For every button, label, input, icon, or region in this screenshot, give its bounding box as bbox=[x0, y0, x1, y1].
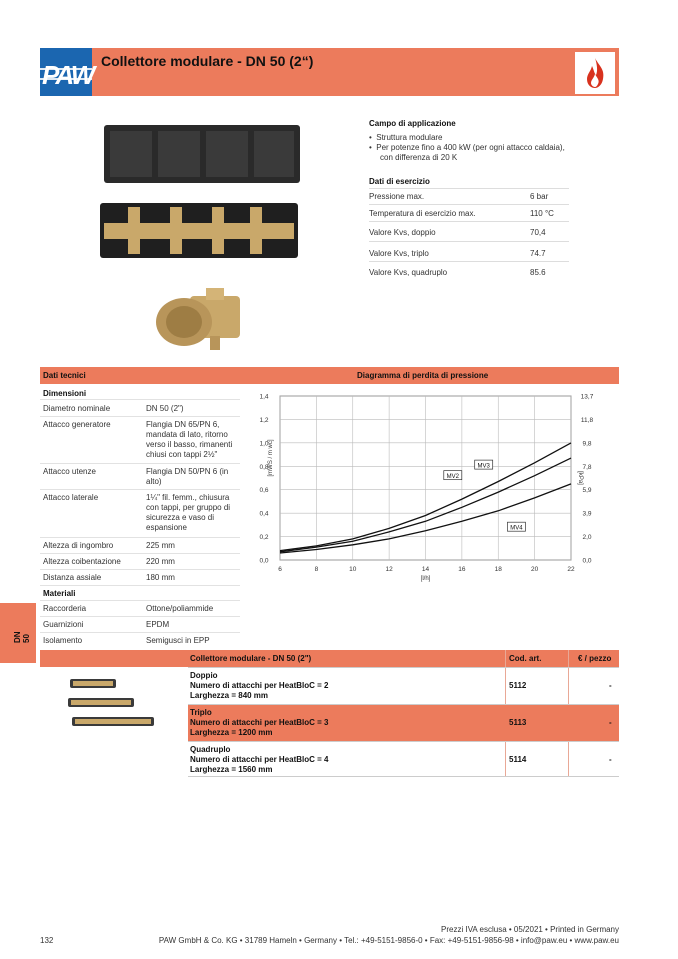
series-label-text: MV4 bbox=[510, 525, 523, 532]
x-tick-label: 10 bbox=[349, 566, 357, 573]
product-row-0: Doppio Numero di attacchi per HeatBloC = 2 Larghezza = 840 mm bbox=[190, 671, 329, 700]
tech-label-4: Altezza di ingombro bbox=[43, 541, 114, 550]
pressure-loss-chart bbox=[248, 388, 608, 588]
tech-label-5: Altezza coibentazione bbox=[43, 557, 121, 566]
operating-heading: Dati di esercizio bbox=[369, 177, 430, 186]
side-tab bbox=[0, 603, 36, 663]
thumb-double bbox=[70, 679, 116, 688]
op-value-1: 110 °C bbox=[530, 209, 554, 218]
y-tick-label-right: 0,0 bbox=[582, 557, 592, 565]
footer-line-2: PAW GmbH & Co. KG • 31789 Hameln • Germany • Tel.: +49-5151-9856-0 • Fax: +49-5151-9856-98 • info@paw.eu • www.paw.eu bbox=[158, 936, 619, 945]
page-number: 132 bbox=[40, 936, 54, 945]
mat-value-2: Semigusci in EPP bbox=[146, 636, 210, 645]
x-tick-label: 16 bbox=[458, 566, 466, 573]
mat-label-1: Guarnizioni bbox=[43, 620, 84, 629]
series-label-mv4 bbox=[507, 522, 525, 531]
side-connector-image bbox=[150, 288, 250, 350]
mat-label-2: Isolamento bbox=[43, 636, 83, 645]
op-label-2: Valore Kvs, doppio bbox=[369, 228, 436, 237]
tech-label-6: Distanza assiale bbox=[43, 573, 102, 582]
series-label-mv2 bbox=[444, 471, 462, 480]
mat-value-1: EPDM bbox=[146, 620, 170, 629]
dimensions-heading: Dimensioni bbox=[43, 389, 87, 398]
tech-band bbox=[40, 367, 619, 384]
y-tick-label-right: 9,8 bbox=[582, 440, 592, 448]
bullet-2: • Per potenze fino a 400 kW (per ogni attacco caldaia), bbox=[369, 143, 565, 152]
y-tick-label-left: 1,4 bbox=[259, 393, 269, 401]
thumb-triple bbox=[68, 698, 134, 707]
op-label-3: Valore Kvs, triplo bbox=[369, 249, 429, 258]
mat-label-0: Raccorderia bbox=[43, 604, 87, 613]
x-tick-label: 18 bbox=[494, 566, 502, 573]
y-tick-label-left: 0,8 bbox=[259, 463, 269, 471]
manifold-image bbox=[100, 203, 298, 258]
x-tick-label: 14 bbox=[421, 566, 430, 573]
tech-value-2: Flangia DN 50/PN 6 (in alto) bbox=[146, 467, 229, 486]
logo-text: PAW bbox=[42, 60, 94, 90]
footer-line-1: Prezzi IVA esclusa • 05/2021 • Printed in Germany bbox=[441, 925, 619, 934]
tech-value-6: 180 mm bbox=[146, 573, 175, 582]
x-axis-label: [l/h] bbox=[420, 576, 431, 582]
tech-label-1: Attacco generatore bbox=[43, 420, 111, 429]
side-tab-label: DN 50 bbox=[13, 631, 31, 643]
x-tick-label: 22 bbox=[567, 566, 575, 573]
series-label-text: MV3 bbox=[477, 463, 490, 470]
bullet-2-cont: con differenza di 20 K bbox=[380, 153, 458, 162]
y-tick-label-right: 7,8 bbox=[582, 463, 592, 471]
x-tick-label: 12 bbox=[385, 566, 393, 573]
op-value-4: 85.6 bbox=[530, 268, 546, 277]
product-price-1: - bbox=[609, 718, 612, 727]
product-header-name: Collettore modulare - DN 50 (2") bbox=[190, 654, 312, 663]
thumb-quadruple bbox=[72, 717, 154, 726]
product-code-2: 5114 bbox=[509, 755, 527, 764]
y-axis-label-left: [mWS / m wc] bbox=[268, 439, 274, 477]
page-title: Collettore modulare - DN 50 (2“) bbox=[101, 53, 314, 69]
chart-band-label: Diagramma di perdita di pressione bbox=[357, 371, 489, 380]
series-label-text: MV2 bbox=[446, 473, 459, 480]
y-tick-label-right: 11,8 bbox=[580, 416, 594, 424]
tech-label-2: Attacco utenze bbox=[43, 467, 96, 476]
bullet-1: • Struttura modulare bbox=[369, 133, 443, 142]
tech-value-1: Flangia DN 65/PN 6, mandata di lato, ritorno verso il basso, rimanenti chiusi con tappi 2½" bbox=[146, 420, 233, 459]
op-label-1: Temperatura di esercizio max. bbox=[369, 209, 476, 218]
y-tick-label-left: 0,2 bbox=[259, 534, 269, 542]
x-tick-label: 6 bbox=[278, 566, 282, 573]
application-heading: Campo di applicazione bbox=[369, 119, 456, 128]
op-value-3: 74.7 bbox=[530, 249, 546, 258]
tech-value-0: DN 50 (2") bbox=[146, 404, 184, 413]
y-tick-label-right: 5,9 bbox=[582, 487, 592, 495]
tech-label-0: Diametro nominale bbox=[43, 404, 111, 413]
tech-label-3: Attacco laterale bbox=[43, 493, 99, 502]
insulation-cover-image bbox=[104, 125, 300, 183]
tech-value-3: 1¼" fil. femm., chiusura con tappi, per gruppo di sicurezza e vaso di espansione bbox=[146, 493, 231, 532]
op-label-0: Pressione max. bbox=[369, 192, 425, 201]
y-tick-label-left: 0,6 bbox=[259, 487, 269, 495]
y-tick-label-right: 3,9 bbox=[582, 510, 592, 518]
paw-logo bbox=[40, 48, 92, 96]
op-value-2: 70,4 bbox=[530, 228, 546, 237]
product-row-2: Quadruplo Numero di attacchi per HeatBloC = 4 Larghezza = 1560 mm bbox=[190, 745, 329, 774]
product-price-0: - bbox=[609, 681, 612, 690]
y-tick-label-left: 1,0 bbox=[259, 440, 269, 448]
tech-value-5: 220 mm bbox=[146, 557, 175, 566]
materials-heading: Materiali bbox=[43, 589, 76, 598]
product-code-0: 5112 bbox=[509, 681, 527, 690]
mat-value-0: Ottone/poliammide bbox=[146, 604, 214, 613]
y-tick-label-left: 1,2 bbox=[259, 416, 269, 424]
series-label-mv3 bbox=[475, 460, 493, 469]
flame-icon bbox=[575, 52, 615, 94]
tech-value-4: 225 mm bbox=[146, 541, 175, 550]
x-tick-label: 20 bbox=[531, 566, 539, 573]
op-value-0: 6 bar bbox=[530, 192, 549, 201]
product-header-code: Cod. art. bbox=[509, 654, 542, 663]
y-tick-label-left: 0,0 bbox=[259, 557, 269, 565]
y-tick-label-left: 0,4 bbox=[259, 510, 269, 518]
x-tick-label: 8 bbox=[314, 566, 319, 573]
product-row-1: Triplo Numero di attacchi per HeatBloC = 3 Larghezza = 1200 mm bbox=[190, 708, 329, 737]
product-header-price: € / pezzo bbox=[578, 654, 612, 663]
y-tick-label-right: 2,0 bbox=[582, 534, 592, 542]
op-label-4: Valore Kvs, quadruplo bbox=[369, 268, 448, 277]
y-tick-label-right: 13,7 bbox=[580, 393, 594, 401]
product-price-2: - bbox=[609, 755, 612, 764]
product-code-1: 5113 bbox=[509, 718, 527, 727]
tech-band-label: Dati tecnici bbox=[43, 371, 86, 380]
y-axis-label-right: [kPa] bbox=[577, 471, 583, 485]
